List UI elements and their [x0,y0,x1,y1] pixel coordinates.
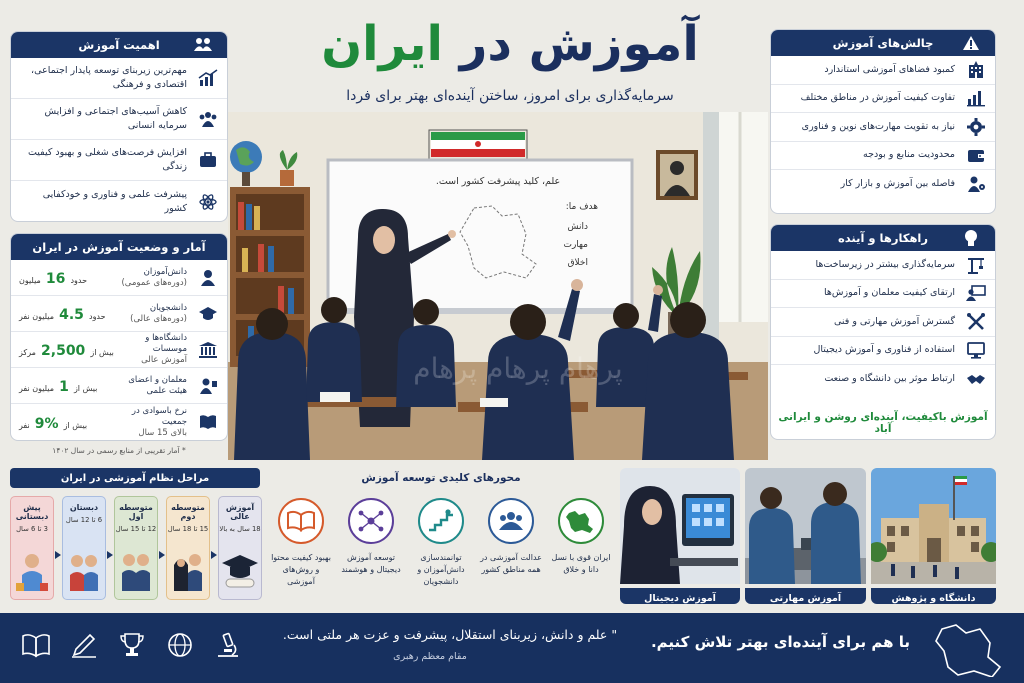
stage-arrow-icon [107,544,113,552]
stat-value-block [19,340,114,359]
stats-footnote: * آمار تقریبی از منابع رسمی در سال ۱۴۰۲ [52,446,186,455]
vocational-illustration [745,468,866,584]
solution-item [771,280,995,309]
people-icon [488,498,534,544]
importance-item [11,140,227,181]
graduation-cap-icon [197,303,219,325]
board-item: مهارت [563,240,588,250]
stage-name: متوسطه دوم [171,503,205,521]
stage-age-range: 15 تا 18 سال [167,525,209,533]
stat-prefix: حدود [89,312,106,321]
solution-item [771,365,995,394]
stat-number: 16 [45,271,66,287]
stat-value-block [19,268,111,287]
stat-label-block [124,333,187,366]
axis-item [548,498,614,602]
solution-item-text: استفاده از فناوری و آموزش دیجیتال [813,344,955,356]
stat-number: %9 [34,415,59,432]
stage-name: متوسطه اول [119,503,153,521]
university-illustration [871,468,996,584]
stats-list [11,260,227,440]
open-book-icon [278,498,324,544]
stat-item [11,368,227,404]
stat-label-block [121,267,187,289]
importance-item-text: افزایش فرصت‌های شغلی و بهبود کیفیت زندگی [27,147,187,172]
axis-item [478,498,544,602]
axis-item-text: عدالت آموزشی در همه مناطق کشور [480,553,542,574]
solution-item [771,251,995,280]
stat-prefix: بیش از [90,348,114,357]
footer-quote: " علم و دانش، زیربنای استقلال، پیشرفت و عزت هر ملتی است. [282,627,618,642]
challenge-item [771,85,995,114]
photo-vocational [745,468,866,604]
challenges-header [771,30,995,56]
title-part2: ایران [321,16,443,72]
stage-card [166,496,210,600]
axis-item [338,498,404,602]
title-part1: آموزش در [459,16,699,72]
stage-arrow-icon [211,544,217,552]
stat-prefix: حدود [70,276,88,285]
photo-caption: دانشگاه و پژوهش [871,588,996,604]
lightbulb-icon [961,229,981,247]
classroom-illustration [228,112,768,460]
challenge-item-text: نیاز به تقویت مهارت‌های نوین و فناوری [801,120,955,132]
solution-item-text: ارتباط موثر بین دانشگاه و صنعت [824,373,955,385]
challenge-item-text: تفاوت کیفیت آموزش در مناطق مختلف [800,92,955,104]
stage-card [218,496,262,600]
stat-label-block [121,303,187,325]
importance-item [11,181,227,222]
stat-unit: میلیون نفر [19,312,54,321]
stat-sublabel: (دوره‌های عالی) [130,313,187,324]
pencil-icon [68,631,100,663]
stat-sublabel: آموزش عالی [141,355,187,365]
axis-item [268,498,334,602]
stage-figure-icon [63,551,105,593]
gear-icon [965,116,987,138]
classroom-scene [228,112,768,460]
solutions-list [771,251,995,394]
challenges-panel [770,29,996,214]
person-gear-icon [965,173,987,195]
stage-card [62,496,106,600]
teacher-icon [197,375,219,397]
importance-item-text: پیشرفت علمی و فناوری و خودکفایی کشور [42,188,187,214]
challenge-item-text: فاصله بین آموزش و بازار کار [840,178,955,190]
importance-list [11,58,227,222]
stage-arrow-icon [55,544,61,552]
teacher-board-icon [965,282,987,304]
stage-figure-icon [11,551,53,593]
photo-caption: آموزش دیجیتال [620,588,740,604]
footer-bar [0,613,1024,683]
stage-figure-icon [115,551,157,593]
stat-prefix: بیش از [63,420,88,430]
books-icon [20,631,52,663]
stage-arrow-icon [159,544,165,552]
stat-label: دانشگاه‌ها و موسسات [145,333,187,354]
stat-label-block [121,406,187,439]
microscope-icon [212,631,244,663]
stat-unit: میلیون نفر [19,384,54,393]
footer-icons [20,631,244,663]
axes-section [268,468,614,606]
stages-header [10,468,260,488]
iran-map-outline-icon [934,619,1008,677]
wallet-icon [965,144,987,166]
stat-value-block [19,413,111,432]
stage-name: دبستان [69,503,99,512]
stat-unit: نفر [19,420,30,430]
tools-icon [965,311,987,333]
growth-chart-icon [197,67,219,89]
solutions-slogan: آموزش باکیفیت، آینده‌ای روشن و ایرانی آباد [778,411,988,435]
importance-item [11,99,227,140]
challenges-list [771,56,995,199]
student-icon [197,267,219,289]
stat-number: 2,500 [41,343,86,359]
stat-label: معلمان و اعضای هیئت علمی [128,374,187,396]
stairs-icon [418,498,464,544]
stage-age-range: 3 تا 6 سال [16,525,48,533]
stage-name: پیش دبستانی [15,503,49,521]
importance-item-text: کاهش آسیب‌های اجتماعی و افزایش سرمایه انسانی [44,106,187,131]
bar-chart-icon [965,87,987,109]
globe-icon [164,631,196,663]
stage-card [10,496,54,600]
stat-number: 1 [59,379,69,395]
stat-unit: میلیون [19,276,41,285]
atom-icon [197,191,219,213]
axes-title: محورهای کلیدی توسعه آموزش [361,472,521,484]
importance-title: اهمیت آموزش [78,38,160,52]
challenge-item [771,56,995,85]
axis-item-text: ایران قوی با نسل دانا و خلاق [551,553,611,574]
stat-item [11,332,227,368]
building-icon [965,59,987,81]
warning-icon [961,34,981,52]
stage-card [114,496,158,600]
challenge-item [771,142,995,171]
challenge-item-text: محدودیت منابع و بودجه [863,149,955,161]
briefcase-icon [197,149,219,171]
board-item: دانش [567,222,588,232]
importance-item [11,58,227,99]
stage-age-range: 18 سال به بالا [219,525,261,533]
handshake-icon [965,368,987,390]
board-goal: هدف ما: [565,202,598,212]
page-subtitle: سرمایه‌گذاری برای امروز، ساختن آینده‌ای بهتر برای فردا [346,88,674,104]
challenge-item [771,113,995,142]
stat-value-block [19,376,111,395]
stages-row [10,496,260,602]
axis-item-text: توسعه آموزش دیجیتال و هوشمند [341,553,401,574]
challenge-item [771,170,995,199]
stages-section [10,468,260,606]
network-icon [348,498,394,544]
axes-row [268,498,614,602]
stage-age-range: 12 تا 15 سال [115,525,157,533]
footer-quote-source: مقام معظم رهبری [393,651,467,662]
stat-item [11,404,227,440]
photo-caption: آموزش مهارتی [745,588,866,604]
people-group-icon [197,108,219,130]
university-building-icon [197,339,219,361]
importance-panel [10,31,228,222]
trophy-icon [116,631,148,663]
stat-label: دانش‌آموزان [143,266,187,277]
axes-header [268,468,614,488]
stage-name: آموزش عالی [225,503,255,521]
solution-item-text: ارتقای کیفیت معلمان و آموزش‌ها [824,287,955,299]
stat-value-block [19,304,111,323]
stats-header [11,234,227,260]
solution-item [771,308,995,337]
stat-item [11,260,227,296]
iran-map-icon [558,498,604,544]
challenge-item-text: کمبود فضاهای آموزشی استاندارد [824,63,955,75]
solutions-title: راهکارها و آینده [838,231,928,245]
importance-item-text: مهم‌ترین زیربنای توسعه پایدار اجتماعی، اقتصادی و فرهنگی [31,65,187,90]
monitor-icon [965,339,987,361]
challenges-title: چالش‌های آموزش [832,36,934,50]
solution-item-text: گسترش آموزش مهارتی و فنی [833,315,955,327]
book-icon [197,411,219,433]
axis-item [408,498,474,602]
solution-item-text: سرمایه‌گذاری بیشتر در زیرساخت‌ها [815,258,955,270]
axis-item-text: بهبود کیفیت محتوا و روش‌های آموزشی [271,553,331,586]
stat-label: نرخ باسوادی در جمعیت [131,405,187,427]
importance-header [11,32,227,58]
crane-icon [965,254,987,276]
hands-people-icon [193,36,213,54]
stat-number: 4.5 [59,307,84,323]
page-title [300,14,720,74]
stat-label-block [121,375,187,397]
solution-item [771,337,995,366]
stat-item [11,296,227,332]
axis-item-text: توانمندسازی دانش‌آموزان و دانشجویان [417,553,465,586]
solutions-panel [770,224,996,440]
stat-prefix: بیش از [73,384,98,393]
stage-figure-icon [167,551,209,593]
stat-unit: مرکز [19,348,36,357]
photo-digital [620,468,740,604]
digital-illustration [620,468,740,584]
stats-title: آمار و وضعیت آموزش در ایران [32,240,206,254]
stat-sublabel: بالای 15 سال [138,427,187,438]
stage-figure-icon [219,551,261,593]
watermark: پرهام پرهام پرهام [413,352,623,385]
stat-sublabel: (دوره‌های عمومی) [121,277,187,288]
board-headline: علم، کلید پیشرفت کشور است. [435,176,561,187]
stages-title: مراحل نظام آموزشی در ایران [60,472,210,484]
stage-age-range: 6 تا 12 سال [65,516,103,524]
footer-call: با هم برای آینده‌ای بهتر تلاش کنیم. [650,633,910,651]
solutions-header [771,225,995,251]
photo-university [871,468,996,604]
board-item: اخلاق [567,258,588,268]
stats-panel [10,233,228,441]
stat-label: دانشجویان [149,302,187,313]
